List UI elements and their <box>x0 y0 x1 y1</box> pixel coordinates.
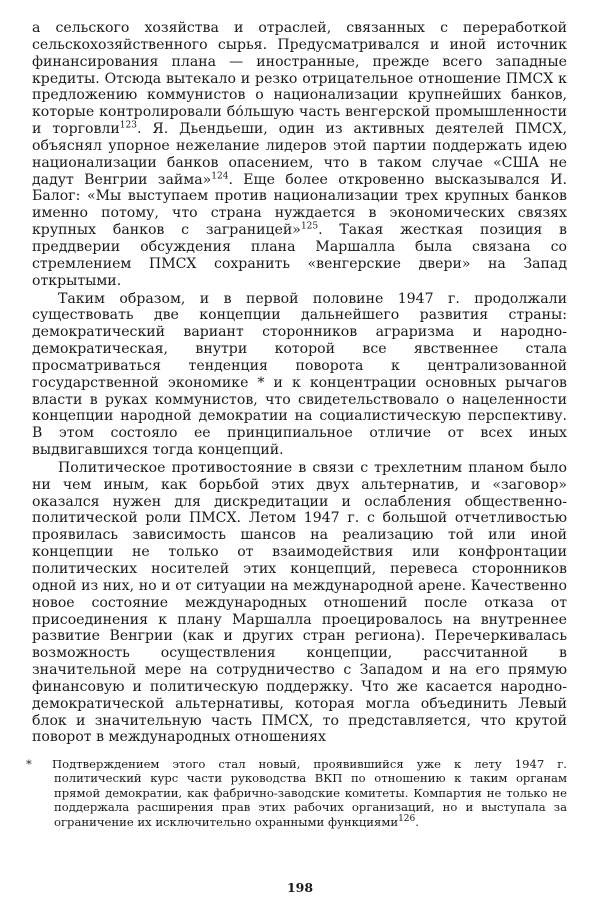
page-content <box>32 20 567 746</box>
paragraph-3: Политическое противостояние в связи с трехлетним планом было ни чем иным, как борьбой этих двух альтернатив, и «заговор» оказался нужен для дискредитации и ослабления общественно-политической роли ПМСХ. Летом 1947 г. с большой отчетливостью проявилась зависимость шансов на реализацию той или иной концепции не только от взаимодействия или конфронтации политических носителей этих концепций, перевеса сторонников одной из них, но и от ситуации на международной арене. Качественно новое состояние международных отношений после отказа от присоединения к плану Маршалла проецировалось на внутреннее развитие Венгрии (как и других стран региона). Перечеркивалась возможность осуществления концепции, рассчитанной в значительной мере на сотрудничество с Западом и на его прямую финансовую и политическую поддержку. Что же касается народно-демократической альтернативы, которая могла объединить Левый блок и значительную часть ПМСХ, то представляется, что крутой поворот в международных отношениях <box>32 459 567 746</box>
page-number: 198 <box>286 880 314 895</box>
footnote-mark: * <box>26 757 32 771</box>
footnote-text: Подтверждением этого стал новый, проявившийся уже к лету 1947 г. политический курс части руководства ВКП по отношению к таким органам прямой демократии, как фабрично-заводские комитеты. Компартия не только не поддержала расширения прав этих рабочих организаций, но и выступала за ограничение их исключительно охранными функциями <box>52 757 567 829</box>
paragraph-1: а сельского хозяйства и отраслей, связанных с переработкой сельскохозяйственного сырья. Предусматривался и иной источник финансирования плана — иностранные, прежде всего западные кредиты. Отсюда вытекало и резко отрицательное отношение ПМСХ к предложению коммунистов о национализации крупнейших банков, которые контролировали бо́льшую часть венгерской промышленности и торговли$^{123}$. Я. Дьендьеши, один из активных деятелей ПМСХ, объяснял упорное нежелание лидеров этой партии поддержать идею национализации банков опасением, что в таком случае «США не дадут Венгрии займа»$^{124}$. Еще более откровенно высказывался И. Балог: «Мы выступаем против национализации трех крупных банков именно потому, что страна нуждается в экономических связях крупных банков с заграницей»$^{125}$. Такая жесткая позиция в преддверии обсуждения плана Маршалла была связана со стремлением ПМСХ сохранить «венгерские двери» на Запад открытыми. <box>32 20 568 289</box>
endnote-ref: 125 <box>300 221 319 232</box>
paragraph-2: Таким образом, и в первой половине 1947 г. продолжали существовать две концепции дальнейшего развития страны: демократический вариант сторонников аграризма и народно-демократическая, внутри которой все явственнее стала просматриваться тенденция поворота к централизованной государственной экономике * и к концентрации основных рычагов власти в руках коммунистов, что свидетельствовало о нацеленности концепции народной демократии на социалистическую перспективу. В этом состояло ее принципиальное отличие от всех иных выдвигавшихся тогда концепций. <box>32 290 567 459</box>
main-text <box>32 20 567 746</box>
footnote: * Подтверждением этого стал новый, проявившийся уже к лету 1947 г. политический курс части руководства ВКП по отношению к таким органам прямой демократии, как фабрично-заводские комитеты. Компартия не только не поддержала расширения прав этих рабочих организаций, но и выступала за ограничение их исключительно охранными функциями$^{126}$. <box>26 757 567 829</box>
endnote-ref: 124 <box>211 170 229 181</box>
endnote-ref: 123 <box>119 120 137 131</box>
endnote-ref: 126 <box>398 813 416 824</box>
